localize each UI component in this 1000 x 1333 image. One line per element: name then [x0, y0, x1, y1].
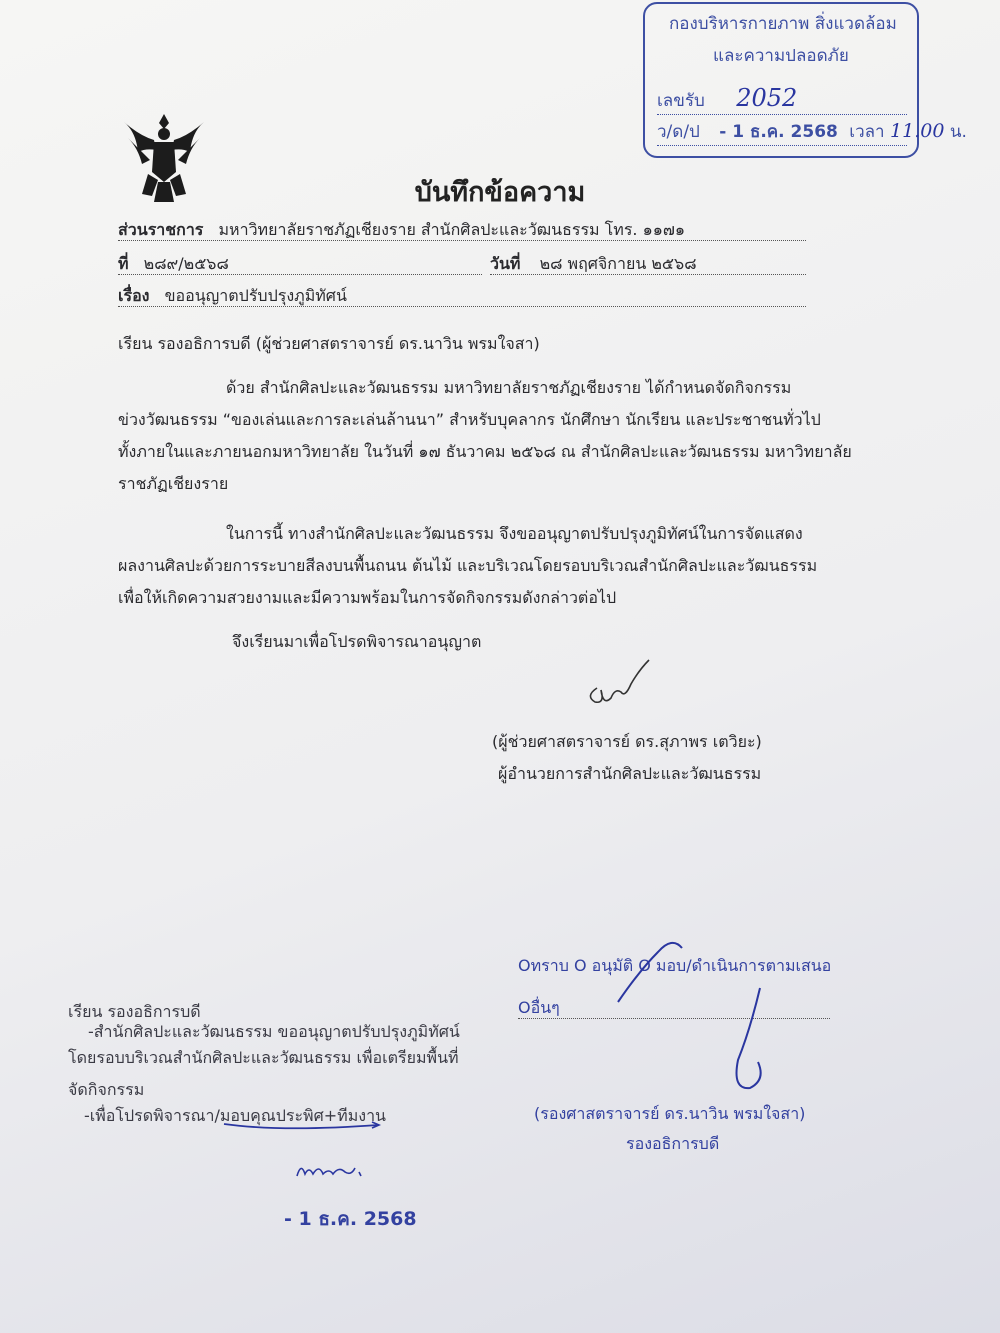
paragraph-2-line: ผลงานศิลปะด้วยการระบายสีลงบนพื้นถนน ต้นไม้ และบริเวณโดยรอบบริเวณสำนักศิลปะและวัฒนธรรม: [118, 556, 818, 575]
agency-value: มหาวิทยาลัยราชภัฏเชียงราย สำนักศิลปะและวัฒนธรรม โทร. ๑๑๗๑: [218, 220, 686, 239]
note-initials: [295, 1158, 365, 1184]
paragraph-2-line: เพื่อให้เกิดความสวยงามและมีความพร้อมในการจัดกิจกรรมดังกล่าวต่อไป: [118, 588, 617, 607]
reference-row: [118, 254, 482, 275]
decision-options: Oทราบ O อนุมัติ O มอบ/ดำเนินการตามเสนอ: [518, 956, 832, 975]
decision-other-label: Oอื่นๆ: [518, 998, 560, 1017]
paragraph-2: [118, 518, 838, 614]
stamp-date-label: ว/ด/ป: [657, 122, 700, 142]
date-label: วันที่: [490, 254, 521, 273]
reference-value: ๒๘๙/๒๕๖๘: [143, 254, 229, 273]
paragraph-1: [118, 372, 852, 500]
agency-label: ส่วนราชการ: [118, 220, 204, 239]
stamp-date-value: - 1 ธ.ค. 2568: [719, 122, 838, 142]
paragraph-1-line: ทั้งภายในและภายนอกมหาวิทยาลัย ในวันที่ ๑๗ ธันวาคม ๒๕๖๘ ณ สำนักศิลปะและวัฒนธรรม มหาวิทยาลัย: [118, 442, 852, 461]
subject-label: เรื่อง: [118, 286, 150, 305]
note-date: - 1 ธ.ค. 2568: [284, 1208, 417, 1230]
note-line3: โดยรอบบริเวณสำนักศิลปะและวัฒนธรรม เพื่อเตรียมพื้นที่: [68, 1048, 459, 1067]
receiving-stamp: [643, 2, 967, 158]
note-line1: เรียน รองอธิการบดี: [68, 1002, 201, 1021]
date-row: [490, 254, 806, 275]
subject-row: [118, 286, 806, 307]
stamp-receipt-label: เลขรับ: [657, 91, 705, 111]
director-signature: [575, 658, 655, 718]
note-line4: จัดกิจกรรม: [68, 1080, 145, 1099]
paragraph-1-line: ด้วย สำนักศิลปะและวัฒนธรรม มหาวิทยาลัยราชภัฏเชียงราย ได้กำหนดจัดกิจกรรม: [226, 378, 792, 397]
closing-line: จึงเรียนมาเพื่อโปรดพิจารณาอนุญาต: [232, 632, 482, 651]
paragraph-2-line: ในการนี้ ทางสำนักศิลปะและวัฒนธรรม จึงขออนุญาตปรับปรุงภูมิทัศน์ในการจัดแสดง: [226, 524, 803, 543]
paragraph-1-line: ราชภัฏเชียงราย: [118, 474, 229, 493]
note-line2: -สำนักศิลปะและวัฒนธรรม ขออนุญาตปรับปรุงภูมิทัศน์: [88, 1022, 460, 1041]
stamp-org-line2: และความปลอดภัย: [713, 46, 849, 66]
decision-signature-strokes: [610, 930, 780, 1100]
paragraph-1-line: ข่วงวัฒนธรรม “ของเล่นและการละเล่นล้านนา” สำหรับบุคลากร นักศึกษา นักเรียน และประชาชนทั่วไป: [118, 410, 821, 429]
note-underline: [222, 1120, 382, 1134]
date-value: ๒๘ พฤศจิกายน ๒๕๖๘: [539, 254, 697, 273]
reference-label: ที่: [118, 254, 129, 273]
vice-president-name: (รองศาสตราจารย์ ดร.นาวิน พรมใจสา): [534, 1104, 806, 1123]
vice-president-position: รองอธิการบดี: [626, 1134, 720, 1153]
stamp-time-label: เวลา: [849, 122, 885, 142]
stamp-org-line1: กองบริหารกายภาพ สิ่งแวดล้อม: [669, 14, 897, 34]
agency-row: [118, 220, 806, 241]
subject-value: ขออนุญาตปรับปรุงภูมิทัศน์: [164, 286, 347, 305]
note-line5: -เพื่อโปรดพิจารณา/มอบคุณประพิศ+ทีมงาน: [84, 1106, 386, 1125]
stamp-time-suffix: น.: [949, 122, 967, 142]
stamp-receipt-number: 2052: [736, 84, 798, 112]
stamp-time-value: 11.00: [890, 120, 945, 142]
salutation: เรียน รองอธิการบดี (ผู้ช่วยศาสตราจารย์ ดร.นาวิน พรมใจสา): [118, 334, 540, 353]
director-position: ผู้อำนวยการสำนักศิลปะและวัฒนธรรม: [498, 764, 762, 783]
memo-title: บันทึกข้อความ: [414, 177, 586, 208]
director-name: (ผู้ช่วยศาสตราจารย์ ดร.สุภาพร เตวิยะ): [492, 732, 762, 751]
